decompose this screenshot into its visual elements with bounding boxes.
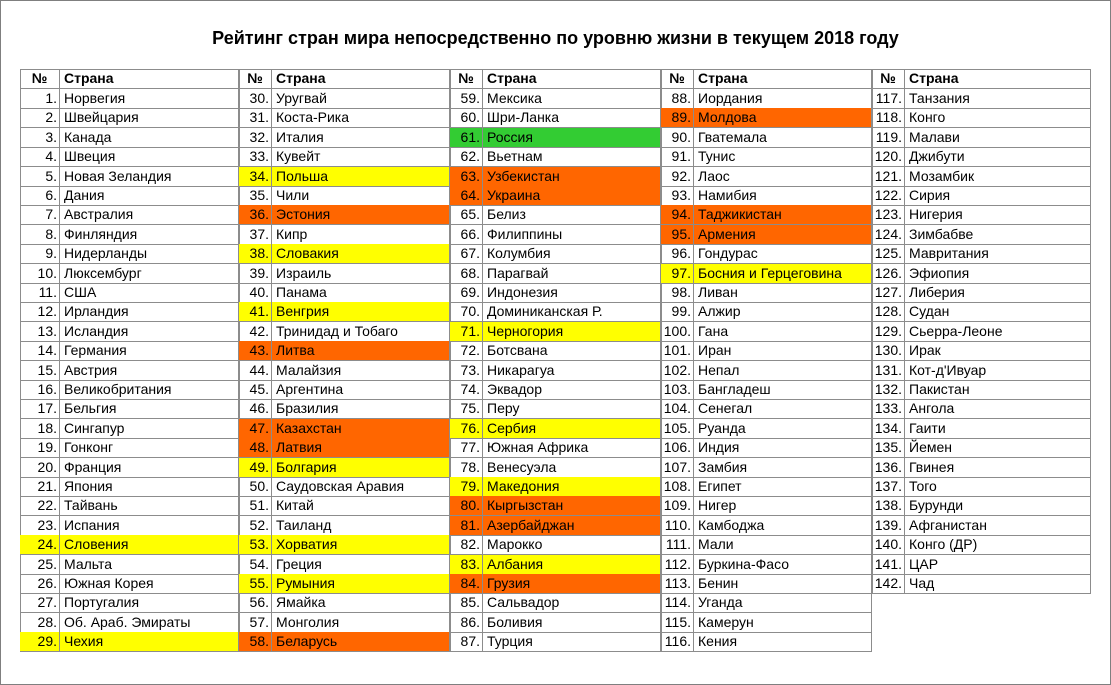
country-name: Мальта: [60, 555, 239, 575]
rank-number: 106.: [661, 438, 694, 458]
country-name: Аргентина: [272, 380, 450, 400]
rank-number: 81.: [450, 516, 483, 536]
rank-number: 70.: [450, 302, 483, 322]
country-name: Малави: [905, 128, 1091, 148]
rank-number: 134.: [872, 419, 905, 439]
header-num: №: [661, 69, 694, 89]
country-name: Доминиканская Р.: [483, 302, 661, 322]
country-name: Босния и Герцеговина: [694, 264, 872, 284]
country-name: Кения: [694, 632, 872, 652]
country-name: Египет: [694, 477, 872, 497]
country-name: Польша: [272, 167, 450, 187]
country-name: Ирак: [905, 341, 1091, 361]
rank-number: 101.: [661, 341, 694, 361]
country-name: Марокко: [483, 535, 661, 555]
country-name: Эквадор: [483, 380, 661, 400]
rank-number: 122.: [872, 186, 905, 206]
rank-number: 17.: [20, 399, 60, 419]
rank-number: 133.: [872, 399, 905, 419]
country-name: Словакия: [272, 244, 450, 264]
rank-number: 75.: [450, 399, 483, 419]
rank-number: 85.: [450, 593, 483, 613]
rank-number: 39.: [239, 264, 272, 284]
rank-number: 132.: [872, 380, 905, 400]
country-name: Беларусь: [272, 632, 450, 652]
country-name: Венесуэла: [483, 458, 661, 478]
rank-number: 44.: [239, 361, 272, 381]
rank-number: 124.: [872, 225, 905, 245]
rank-number: 72.: [450, 341, 483, 361]
country-name: Румыния: [272, 574, 450, 594]
rank-number: 92.: [661, 167, 694, 187]
country-name: Сьерра-Леоне: [905, 322, 1091, 342]
country-name: Южная Африка: [483, 438, 661, 458]
rank-number: 7.: [20, 205, 60, 225]
country-name: Исландия: [60, 322, 239, 342]
rank-number: 46.: [239, 399, 272, 419]
rank-number: 109.: [661, 496, 694, 516]
country-name: Бразилия: [272, 399, 450, 419]
country-name: Македония: [483, 477, 661, 497]
country-name: Непал: [694, 361, 872, 381]
country-name: Парагвай: [483, 264, 661, 284]
country-name: Вьетнам: [483, 147, 661, 167]
country-name: Тайвань: [60, 496, 239, 516]
rank-number: 131.: [872, 361, 905, 381]
rank-number: 47.: [239, 419, 272, 439]
rank-number: 78.: [450, 458, 483, 478]
country-name: Израиль: [272, 264, 450, 284]
country-name: Чехия: [60, 632, 239, 652]
rank-number: 26.: [20, 574, 60, 594]
rank-number: 88.: [661, 89, 694, 109]
rank-number: 95.: [661, 225, 694, 245]
country-name: Гвинея: [905, 458, 1091, 478]
country-name: Армения: [694, 225, 872, 245]
rank-number: 89.: [661, 108, 694, 128]
country-name: Греция: [272, 555, 450, 575]
country-name: Болгария: [272, 458, 450, 478]
rank-number: 10.: [20, 264, 60, 284]
country-name: Тринидад и Тобаго: [272, 322, 450, 342]
header-country: Страна: [272, 69, 450, 89]
rank-number: 45.: [239, 380, 272, 400]
rank-number: 33.: [239, 147, 272, 167]
rank-number: 65.: [450, 205, 483, 225]
country-name: Кот-д'Ивуар: [905, 361, 1091, 381]
country-name: Турция: [483, 632, 661, 652]
rank-number: 103.: [661, 380, 694, 400]
country-name: Австралия: [60, 205, 239, 225]
country-name: Саудовская Аравия: [272, 477, 450, 497]
rank-number: 60.: [450, 108, 483, 128]
country-name: Конго: [905, 108, 1091, 128]
rank-number: 105.: [661, 419, 694, 439]
rank-number: 16.: [20, 380, 60, 400]
header-country: Страна: [905, 69, 1091, 89]
country-name: США: [60, 283, 239, 303]
rank-number: 91.: [661, 147, 694, 167]
country-name: Норвегия: [60, 89, 239, 109]
country-name: Гонконг: [60, 438, 239, 458]
rank-number: 43.: [239, 341, 272, 361]
rank-number: 63.: [450, 167, 483, 187]
rank-number: 142.: [872, 574, 905, 594]
rank-number: 49.: [239, 458, 272, 478]
country-name: Кипр: [272, 225, 450, 245]
country-name: Испания: [60, 516, 239, 536]
rank-number: 56.: [239, 593, 272, 613]
country-name: Таджикистан: [694, 205, 872, 225]
country-name: Мавритания: [905, 244, 1091, 264]
rank-number: 79.: [450, 477, 483, 497]
country-name: Никарагуа: [483, 361, 661, 381]
country-name: Пакистан: [905, 380, 1091, 400]
country-name: Люксембург: [60, 264, 239, 284]
rank-number: 121.: [872, 167, 905, 187]
country-name: Зимбабве: [905, 225, 1091, 245]
country-name: Азербайджан: [483, 516, 661, 536]
country-name: Иордания: [694, 89, 872, 109]
country-name: Чили: [272, 186, 450, 206]
rank-number: 32.: [239, 128, 272, 148]
country-name: Португалия: [60, 593, 239, 613]
country-name: Гондурас: [694, 244, 872, 264]
rank-number: 139.: [872, 516, 905, 536]
rank-number: 51.: [239, 496, 272, 516]
country-name: Франция: [60, 458, 239, 478]
rank-number: 55.: [239, 574, 272, 594]
rank-number: 64.: [450, 186, 483, 206]
rank-number: 73.: [450, 361, 483, 381]
country-name: Эстония: [272, 205, 450, 225]
rank-number: 25.: [20, 555, 60, 575]
rank-number: 11.: [20, 283, 60, 303]
country-name: Финляндия: [60, 225, 239, 245]
country-name: Украина: [483, 186, 661, 206]
rank-number: 66.: [450, 225, 483, 245]
rank-number: 62.: [450, 147, 483, 167]
rank-number: 113.: [661, 574, 694, 594]
page-title: Рейтинг стран мира непосредственно по уровню жизни в текущем 2018 году: [212, 28, 899, 48]
rank-number: 52.: [239, 516, 272, 536]
rank-number: 93.: [661, 186, 694, 206]
rank-number: 28.: [20, 613, 60, 633]
rank-number: 19.: [20, 438, 60, 458]
country-name: Италия: [272, 128, 450, 148]
country-name: Бенин: [694, 574, 872, 594]
rank-number: 102.: [661, 361, 694, 381]
rank-number: 67.: [450, 244, 483, 264]
rank-number: 38.: [239, 244, 272, 264]
country-name: Сирия: [905, 186, 1091, 206]
country-name: Панама: [272, 283, 450, 303]
country-name: Уганда: [694, 593, 872, 613]
rank-number: 30.: [239, 89, 272, 109]
rank-number: 8.: [20, 225, 60, 245]
country-name: Молдова: [694, 108, 872, 128]
header-num: №: [20, 69, 60, 89]
country-name: Албания: [483, 555, 661, 575]
rank-number: 137.: [872, 477, 905, 497]
country-name: Либерия: [905, 283, 1091, 303]
rank-number: 74.: [450, 380, 483, 400]
country-name: Белиз: [483, 205, 661, 225]
country-name: Бурунди: [905, 496, 1091, 516]
rank-number: 6.: [20, 186, 60, 206]
country-name: Ангола: [905, 399, 1091, 419]
rank-number: 15.: [20, 361, 60, 381]
rank-number: 50.: [239, 477, 272, 497]
country-name: Латвия: [272, 438, 450, 458]
rank-number: 77.: [450, 438, 483, 458]
rank-number: 69.: [450, 283, 483, 303]
country-name: Россия: [483, 128, 661, 148]
rank-number: 136.: [872, 458, 905, 478]
country-name: Сербия: [483, 419, 661, 439]
rank-number: 59.: [450, 89, 483, 109]
rank-number: 100.: [661, 322, 694, 342]
rank-number: 83.: [450, 555, 483, 575]
rank-number: 107.: [661, 458, 694, 478]
header-country: Страна: [694, 69, 872, 89]
country-name: Танзания: [905, 89, 1091, 109]
rank-number: 116.: [661, 632, 694, 652]
country-name: Перу: [483, 399, 661, 419]
country-name: Венгрия: [272, 302, 450, 322]
rank-number: 119.: [872, 128, 905, 148]
rank-number: 36.: [239, 205, 272, 225]
rank-number: 71.: [450, 322, 483, 342]
country-name: Камерун: [694, 613, 872, 633]
rank-number: 1.: [20, 89, 60, 109]
rank-number: 112.: [661, 555, 694, 575]
rank-number: 128.: [872, 302, 905, 322]
country-name: Коста-Рика: [272, 108, 450, 128]
rank-number: 115.: [661, 613, 694, 633]
rank-number: 18.: [20, 419, 60, 439]
rank-number: 41.: [239, 302, 272, 322]
country-name: Индонезия: [483, 283, 661, 303]
rank-number: 97.: [661, 264, 694, 284]
country-name: Великобритания: [60, 380, 239, 400]
rank-number: 23.: [20, 516, 60, 536]
country-name: Швеция: [60, 147, 239, 167]
country-name: Боливия: [483, 613, 661, 633]
rank-number: 90.: [661, 128, 694, 148]
rank-number: 141.: [872, 555, 905, 575]
country-name: Тунис: [694, 147, 872, 167]
country-name: Лаос: [694, 167, 872, 187]
country-name: Сингапур: [60, 419, 239, 439]
country-name: Конго (ДР): [905, 535, 1091, 555]
country-name: Кувейт: [272, 147, 450, 167]
rank-number: 114.: [661, 593, 694, 613]
rank-number: 126.: [872, 264, 905, 284]
country-name: Новая Зеландия: [60, 167, 239, 187]
country-name: Германия: [60, 341, 239, 361]
country-name: Йемен: [905, 438, 1091, 458]
country-name: Ямайка: [272, 593, 450, 613]
rank-number: 53.: [239, 535, 272, 555]
rank-number: 84.: [450, 574, 483, 594]
rank-number: 21.: [20, 477, 60, 497]
rank-number: 140.: [872, 535, 905, 555]
country-name: Сенегал: [694, 399, 872, 419]
rank-number: 120.: [872, 147, 905, 167]
country-name: Чад: [905, 574, 1091, 594]
country-name: Филиппины: [483, 225, 661, 245]
rank-number: 125.: [872, 244, 905, 264]
country-name: Иран: [694, 341, 872, 361]
country-name: Таиланд: [272, 516, 450, 536]
country-name: Казахстан: [272, 419, 450, 439]
country-name: Ботсвана: [483, 341, 661, 361]
rank-number: 80.: [450, 496, 483, 516]
rank-number: 108.: [661, 477, 694, 497]
country-name: Узбекистан: [483, 167, 661, 187]
country-name: Гаити: [905, 419, 1091, 439]
rank-number: 12.: [20, 302, 60, 322]
header-country: Страна: [483, 69, 661, 89]
rank-number: 3.: [20, 128, 60, 148]
country-name: Судан: [905, 302, 1091, 322]
country-name: Об. Араб. Эмираты: [60, 613, 239, 633]
country-name: Алжир: [694, 302, 872, 322]
rank-number: 24.: [20, 535, 60, 555]
header-country: Страна: [60, 69, 239, 89]
rank-number: 34.: [239, 167, 272, 187]
country-name: Гана: [694, 322, 872, 342]
rank-number: 42.: [239, 322, 272, 342]
rank-number: 96.: [661, 244, 694, 264]
rank-number: 29.: [20, 632, 60, 652]
header-num: №: [450, 69, 483, 89]
rank-number: 135.: [872, 438, 905, 458]
country-name: Колумбия: [483, 244, 661, 264]
country-name: Хорватия: [272, 535, 450, 555]
country-name: Нигер: [694, 496, 872, 516]
rank-number: 76.: [450, 419, 483, 439]
rank-number: 37.: [239, 225, 272, 245]
rank-number: 138.: [872, 496, 905, 516]
rank-number: 2.: [20, 108, 60, 128]
rating-table: [20, 69, 1091, 653]
rank-number: 123.: [872, 205, 905, 225]
rank-number: 22.: [20, 496, 60, 516]
country-name: Малайзия: [272, 361, 450, 381]
country-name: Черногория: [483, 322, 661, 342]
country-name: Намибия: [694, 186, 872, 206]
rank-number: 130.: [872, 341, 905, 361]
rank-number: 127.: [872, 283, 905, 303]
rank-number: 94.: [661, 205, 694, 225]
country-name: Бангладеш: [694, 380, 872, 400]
rank-number: 35.: [239, 186, 272, 206]
country-name: Дания: [60, 186, 239, 206]
rank-number: 111.: [661, 535, 694, 555]
country-name: Мали: [694, 535, 872, 555]
rank-number: 4.: [20, 147, 60, 167]
rank-number: 48.: [239, 438, 272, 458]
rank-number: 20.: [20, 458, 60, 478]
rank-number: 9.: [20, 244, 60, 264]
country-name: Эфиопия: [905, 264, 1091, 284]
header-num: №: [239, 69, 272, 89]
rank-number: 31.: [239, 108, 272, 128]
country-name: Нидерланды: [60, 244, 239, 264]
country-name: Ливан: [694, 283, 872, 303]
country-name: Швейцария: [60, 108, 239, 128]
country-name: Того: [905, 477, 1091, 497]
country-name: Канада: [60, 128, 239, 148]
country-name: Монголия: [272, 613, 450, 633]
country-name: Китай: [272, 496, 450, 516]
country-name: Литва: [272, 341, 450, 361]
rank-number: 117.: [872, 89, 905, 109]
country-name: Руанда: [694, 419, 872, 439]
rank-number: 14.: [20, 341, 60, 361]
country-name: Сальвадор: [483, 593, 661, 613]
country-name: Шри-Ланка: [483, 108, 661, 128]
country-name: Мексика: [483, 89, 661, 109]
country-name: Япония: [60, 477, 239, 497]
rank-number: 54.: [239, 555, 272, 575]
country-name: Бельгия: [60, 399, 239, 419]
rank-number: 129.: [872, 322, 905, 342]
rank-number: 58.: [239, 632, 272, 652]
rank-number: 13.: [20, 322, 60, 342]
country-name: Нигерия: [905, 205, 1091, 225]
country-name: Грузия: [483, 574, 661, 594]
country-name: Южная Корея: [60, 574, 239, 594]
rank-number: 99.: [661, 302, 694, 322]
country-name: Мозамбик: [905, 167, 1091, 187]
rank-number: 5.: [20, 167, 60, 187]
rank-number: 40.: [239, 283, 272, 303]
rank-number: 110.: [661, 516, 694, 536]
country-name: Уругвай: [272, 89, 450, 109]
header-num: №: [872, 69, 905, 89]
rank-number: 98.: [661, 283, 694, 303]
country-name: Гватемала: [694, 128, 872, 148]
country-name: Австрия: [60, 361, 239, 381]
country-name: Афганистан: [905, 516, 1091, 536]
country-name: Кыргызстан: [483, 496, 661, 516]
rank-number: 57.: [239, 613, 272, 633]
country-name: Камбоджа: [694, 516, 872, 536]
rank-number: 118.: [872, 108, 905, 128]
rank-number: 86.: [450, 613, 483, 633]
country-name: Джибути: [905, 147, 1091, 167]
country-name: Словения: [60, 535, 239, 555]
country-name: Буркина-Фасо: [694, 555, 872, 575]
country-name: Ирландия: [60, 302, 239, 322]
country-name: Замбия: [694, 458, 872, 478]
rank-number: 27.: [20, 593, 60, 613]
rank-number: 87.: [450, 632, 483, 652]
rank-number: 104.: [661, 399, 694, 419]
country-name: Индия: [694, 438, 872, 458]
country-name: ЦАР: [905, 555, 1091, 575]
rank-number: 61.: [450, 128, 483, 148]
rank-number: 68.: [450, 264, 483, 284]
rank-number: 82.: [450, 535, 483, 555]
